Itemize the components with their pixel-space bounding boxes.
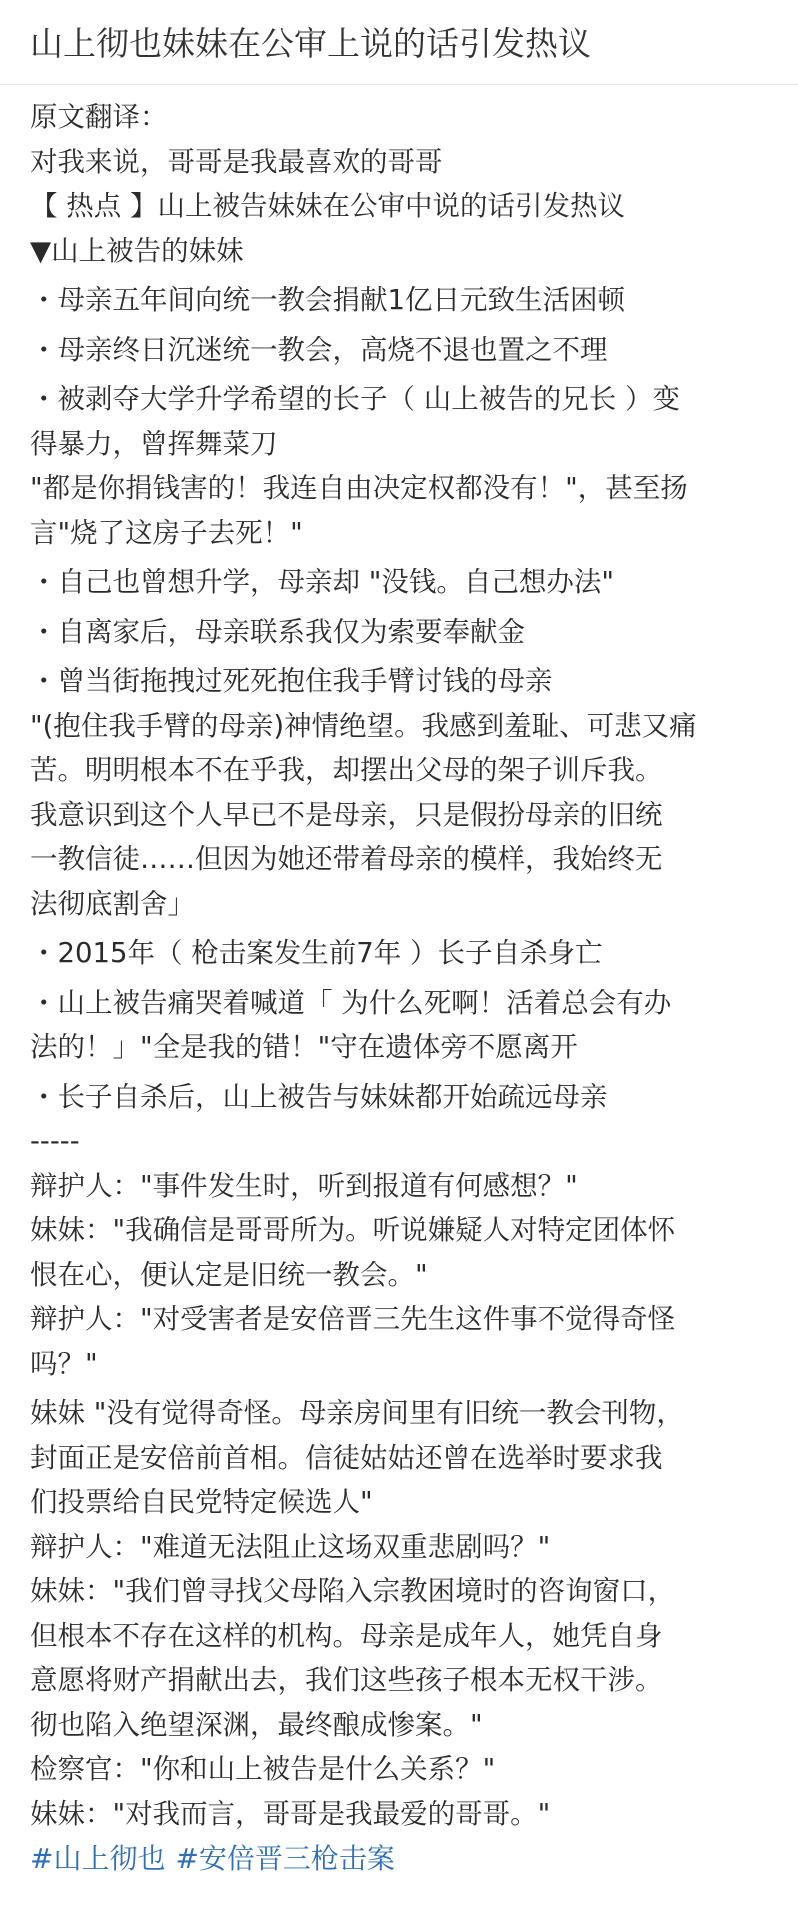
text-line: 辩护人："对受害者是安倍晋三先生这件事不觉得奇怪	[30, 1303, 676, 1335]
text-line: 妹妹 "没有觉得奇怪。母亲房间里有旧统一教会刊物，	[30, 1397, 684, 1429]
text-line: 法的！」"全是我的错！"守在遗体旁不愿离开	[30, 1031, 578, 1063]
hashtag-row	[30, 1836, 768, 1882]
text-line: 彻也陷入绝望深渊，最终酿成惨案。"	[30, 1708, 483, 1741]
text-line: 们投票给自民党特定候选人"	[30, 1486, 373, 1518]
text-line: 但根本不存在这样的机构。母亲是成年人，她凭自身	[30, 1619, 663, 1652]
text-line: 得暴力，曾挥舞菜刀	[30, 427, 278, 460]
text-line: 辩护人："事件发生时，听到报道有何感想？"	[30, 1169, 578, 1202]
text-line: 辩护人："难道无法阻止这场双重悲剧吗？"	[30, 1530, 551, 1563]
text-line: ・长子自杀后，山上被告与妹妹都开始疏远母亲	[30, 1080, 608, 1113]
text-line: ・自离家后，母亲联系我仅为索要奉献金	[30, 615, 525, 648]
text-line: 【 热点 】山上被告妹妹在公审中说的话引发热议	[30, 190, 625, 222]
text-line: ・自己也曾想升学，母亲却 "没钱。自己想办法"	[30, 566, 615, 598]
text-line: 法彻底割舍」	[30, 887, 195, 920]
article-body	[30, 95, 768, 1836]
text-line: 吗？"	[30, 1347, 98, 1380]
text-line: ▼山上被告的妹妹	[30, 234, 244, 267]
text-line: 恨在心，便认定是旧统一教会。"	[30, 1258, 428, 1291]
text-line: ・被剥夺大学升学希望的长子（ 山上被告的兄长 ）变	[30, 383, 680, 415]
text-line: 妹妹："我确信是哥哥所为。听说嫌疑人对特定团体怀	[30, 1214, 676, 1246]
title-divider	[0, 84, 798, 85]
text-line: ・山上被告痛哭着喊道「 为什么死啊！活着总会有办	[30, 986, 672, 1019]
text-line: 封面正是安倍前首相。信徒姑姑还曾在选举时要求我	[30, 1441, 663, 1474]
text-line: 原文翻译：	[30, 101, 168, 133]
text-line: 检察官："你和山上被告是什么关系？"	[30, 1753, 496, 1785]
text-line: 苦。明明根本不在乎我，却摆出父母的架子训斥我。	[30, 754, 663, 786]
text-line: -----	[30, 1125, 80, 1157]
hashtag-link[interactable]: #山上彻也	[30, 1842, 166, 1875]
article-title: 山上彻也妹妹在公审上说的话引发热议	[30, 24, 591, 63]
text-line: ・曾当街拖拽过死死抱住我手臂讨钱的母亲	[30, 665, 553, 697]
text-line: 对我来说，哥哥是我最喜欢的哥哥	[30, 145, 443, 178]
text-line: 言"烧了这房子去死！"	[30, 516, 303, 549]
text-line: ・母亲终日沉迷统一教会，高烧不退也置之不理	[30, 333, 608, 366]
text-line: "都是你捐钱害的！我连自由决定权都没有！"，甚至扬	[30, 472, 688, 504]
hashtag-link[interactable]: #安倍晋三枪击案	[175, 1842, 395, 1875]
text-line: "(抱住我手臂的母亲)神情绝望。我感到羞耻、可悲又痛	[30, 709, 697, 742]
text-line: ・母亲五年间向统一教会捐献1亿日元致生活困顿	[30, 284, 625, 316]
text-line: 意愿将财产捐献出去，我们这些孩子根本无权干涉。	[30, 1664, 663, 1696]
text-line: 一教信徒……但因为她还带着母亲的模样，我始终无	[30, 843, 663, 875]
text-line: 我意识到这个人早已不是母亲，只是假扮母亲的旧统	[30, 798, 663, 831]
text-line: 妹妹："对我而言，哥哥是我最爱的哥哥。"	[30, 1797, 551, 1830]
text-line: ・2015年（ 枪击案发生前7年 ）长子自杀身亡	[30, 937, 603, 969]
text-line: 妹妹："我们曾寻找父母陷入宗教困境时的咨询窗口，	[30, 1575, 676, 1607]
